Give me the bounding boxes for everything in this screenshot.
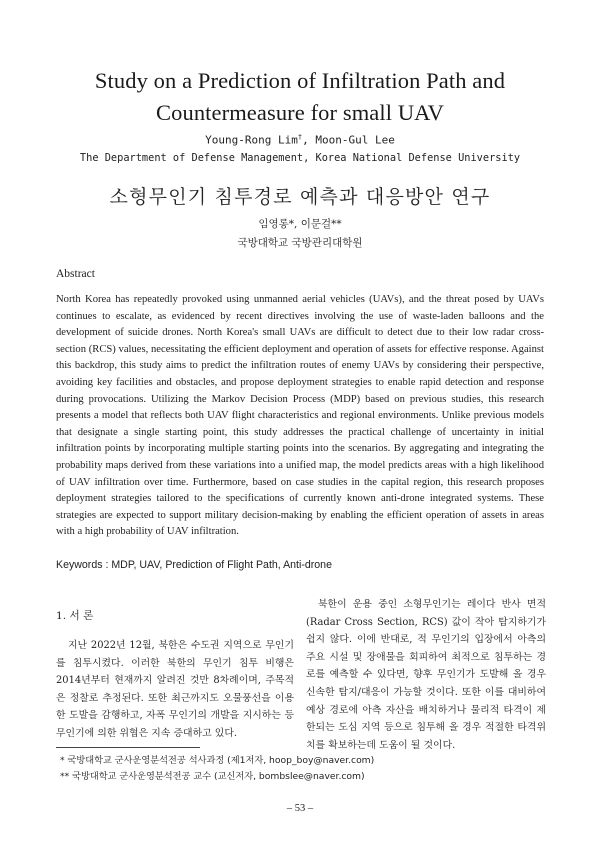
abstract-body: North Korea has repeatedly provoked using unmanned aerial vehicles (UAVs), and the threat posed by UAVs continues to escalate, as evidenced by recent directives involving the use of waste-laden balloons and the development of suicide drones. North Korea's small UAVs are difficult to detect due to their low radar cross-section (RCS) values, necessitating the efficient deployment and operation of assets for effective response. Against this backdrop, this study aims to predict the infiltration routes of enemy UAVs by considering their perspective, avoiding key facilities and obstacles, and propose deployment strategies to enable rapid detection and response during provocations. Utilizing the Markov Decision Process (MDP) based on previous studies, this research presents a model that reflects both UAV flight characteristics and regional environments. Unlike previous models that designate a single starting point, this study addresses the practical challenge of uncertainty in initial infiltration points by incorporating multiple starting points into the scenarios. By aggregating and integrating the probability maps derived from these variations into a unified map, the model predicts areas with a high likelihood of UAV infiltration over time. Furthermore, based on case studies in the capital region, this research proposes deployment strategies tailored to the specifications of currently known anti-drone integrated systems. These strategies are expected to support military decision-making by enabling the efficient operation of assets in areas with a high probability of UAV infiltration.: [56, 294, 544, 538]
corresponding-mark: †: [297, 133, 303, 141]
paper-title-line1: Study on a Prediction of Infiltration Path and: [94, 68, 506, 93]
section-heading-introduction: 1. 서 론: [56, 610, 94, 622]
abstract-heading: Abstract: [56, 268, 95, 280]
footnote-corresponding-author: ** 국방대학교 군사운영분석전공 교수 (교신저자, bombslee@naver.com): [60, 771, 365, 782]
keywords-line: [56, 559, 332, 571]
keywords-values: MDP, UAV, Prediction of Flight Path, Anti-drone: [111, 559, 332, 571]
footnote-first-author: * 국방대학교 군사운영분석전공 석사과정 (제1저자, hoop_boy@naver.com): [60, 755, 375, 766]
paper-title-korean: 소형무인기 침투경로 예측과 대응방안 연구: [109, 186, 491, 208]
footnote-divider: [56, 747, 200, 748]
authors-korean: 임영롱*, 이문걸**: [258, 218, 342, 230]
introduction-right-column: 북한이 운용 중인 소형무인기는 레이다 반사 면적(Radar Cross Section, RCS) 값이 작아 탐지하기가 쉽지 않다. 이에 반대로, 적 무인기의 입장에서 아측의 주요 시설 및 장애물을 회피하여 최적으로 침투하는 경로를 예측할 수 있다면, 향후 무인기가 도발해 올 경우 신속한 탐지/대응이 가능할 것이다. 또한 이를 대비하여 예상 경로에 아측 자산을 배치하거나 물리적 타격이 제한되는 도심 지역 등으로 침투해 올 경우 적절한 타격위치를 확보하는데 도움이 될 것이다.: [306, 599, 546, 751]
affiliation-english: The Department of Defense Management, Korea National Defense University: [79, 152, 521, 164]
page-number: – 53 –: [286, 803, 314, 814]
affiliation-korean: 국방대학교 국방관리대학원: [237, 237, 363, 249]
keywords-label: Keywords :: [56, 559, 112, 571]
paper-title-line2: Countermeasure for small UAV: [156, 100, 444, 125]
introduction-left-column: 지난 2022년 12월, 북한은 수도권 지역으로 무인기를 침투시켰다. 이러한 북한의 무인기 침투 비행은 2014년부터 현재까지 알려진 것만 8차례이며, 주목적은 정찰로 추정된다. 또한 최근까지도 오물풍선을 이용한 도발을 감행하고, 자폭 무인기의 개발을 지시하는 등 무인기에 의한 위협은 지속 증대하고 있다.: [56, 640, 294, 739]
author-2-name: , Moon-Gul Lee: [302, 133, 395, 147]
authors-english: [60, 133, 540, 147]
author-1-name: Young-Rong Lim: [205, 133, 298, 147]
